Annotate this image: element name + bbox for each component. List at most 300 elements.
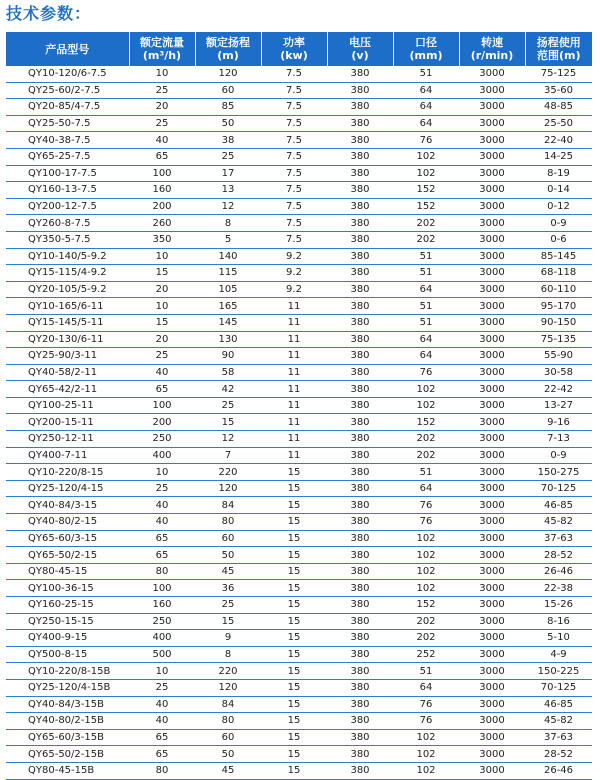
header-voltage-line: 电压 xyxy=(349,36,371,49)
cell-speed: 3000 xyxy=(459,215,525,232)
cell-model: QY25-60/2-7.5 xyxy=(6,82,129,99)
header-head-range-line: 范围(m) xyxy=(536,49,581,62)
cell-head-range: 7-13 xyxy=(525,431,592,448)
cell-head: 105 xyxy=(195,281,261,298)
cell-model: QY40-80/2-15B xyxy=(6,713,129,730)
cell-power: 15 xyxy=(261,480,327,497)
table-row xyxy=(6,314,592,331)
cell-model: QY350-5-7.5 xyxy=(6,231,129,248)
header-head-line: (m) xyxy=(217,49,239,62)
cell-power: 15 xyxy=(261,696,327,713)
cell-head: 220 xyxy=(195,464,261,481)
cell-speed: 3000 xyxy=(459,431,525,448)
cell-head: 84 xyxy=(195,696,261,713)
cell-power: 7.5 xyxy=(261,115,327,132)
cell-power: 15 xyxy=(261,630,327,647)
cell-voltage: 380 xyxy=(327,547,393,564)
cell-diameter: 202 xyxy=(393,613,459,630)
cell-model: QY40-84/3-15B xyxy=(6,696,129,713)
cell-speed: 3000 xyxy=(459,314,525,331)
cell-diameter: 102 xyxy=(393,580,459,597)
cell-model: QY15-115/4-9.2 xyxy=(6,265,129,282)
cell-head-range: 22-40 xyxy=(525,132,592,149)
cell-diameter: 202 xyxy=(393,231,459,248)
cell-head-range: 0-6 xyxy=(525,231,592,248)
cell-diameter: 64 xyxy=(393,348,459,365)
cell-diameter: 64 xyxy=(393,82,459,99)
cell-speed: 3000 xyxy=(459,265,525,282)
cell-model: QY200-12-7.5 xyxy=(6,198,129,215)
cell-power: 11 xyxy=(261,364,327,381)
table-row xyxy=(6,497,592,514)
cell-diameter: 102 xyxy=(393,762,459,779)
cell-head: 12 xyxy=(195,431,261,448)
cell-model: QY65-50/2-15B xyxy=(6,746,129,763)
cell-diameter: 64 xyxy=(393,99,459,116)
header-flow-line: 额定流量 xyxy=(140,36,184,49)
cell-flow: 250 xyxy=(129,431,195,448)
cell-head-range: 90-150 xyxy=(525,314,592,331)
cell-speed: 3000 xyxy=(459,713,525,730)
table-row xyxy=(6,646,592,663)
cell-voltage: 380 xyxy=(327,646,393,663)
cell-head-range: 150-275 xyxy=(525,464,592,481)
cell-voltage: 380 xyxy=(327,630,393,647)
cell-head-range: 0-9 xyxy=(525,215,592,232)
cell-head-range: 25-50 xyxy=(525,115,592,132)
table-row xyxy=(6,148,592,165)
cell-speed: 3000 xyxy=(459,248,525,265)
cell-voltage: 380 xyxy=(327,414,393,431)
cell-model: QY40-38-7.5 xyxy=(6,132,129,149)
cell-head: 25 xyxy=(195,597,261,614)
cell-speed: 3000 xyxy=(459,231,525,248)
cell-power: 7.5 xyxy=(261,182,327,199)
cell-speed: 3000 xyxy=(459,397,525,414)
cell-model: QY25-50-7.5 xyxy=(6,115,129,132)
cell-head: 165 xyxy=(195,298,261,315)
cell-flow: 15 xyxy=(129,314,195,331)
cell-head: 60 xyxy=(195,729,261,746)
cell-flow: 100 xyxy=(129,397,195,414)
cell-head: 120 xyxy=(195,66,261,82)
cell-diameter: 152 xyxy=(393,597,459,614)
cell-speed: 3000 xyxy=(459,696,525,713)
cell-speed: 3000 xyxy=(459,729,525,746)
table-row xyxy=(6,115,592,132)
cell-speed: 3000 xyxy=(459,464,525,481)
cell-diameter: 76 xyxy=(393,696,459,713)
cell-model: QY40-58/2-11 xyxy=(6,364,129,381)
cell-model: QY20-105/5-9.2 xyxy=(6,281,129,298)
table-row xyxy=(6,348,592,365)
cell-model: QY100-25-11 xyxy=(6,397,129,414)
cell-voltage: 380 xyxy=(327,331,393,348)
cell-voltage: 380 xyxy=(327,165,393,182)
header-power xyxy=(261,32,327,66)
cell-head: 9 xyxy=(195,630,261,647)
cell-head-range: 13-27 xyxy=(525,397,592,414)
cell-voltage: 380 xyxy=(327,580,393,597)
cell-model: QY80-45-15 xyxy=(6,563,129,580)
cell-head-range: 26-46 xyxy=(525,563,592,580)
table-row xyxy=(6,298,592,315)
cell-power: 11 xyxy=(261,298,327,315)
cell-diameter: 64 xyxy=(393,331,459,348)
cell-flow: 10 xyxy=(129,248,195,265)
table-row xyxy=(6,480,592,497)
header-speed-line: (r/min) xyxy=(470,49,514,62)
cell-voltage: 380 xyxy=(327,364,393,381)
cell-diameter: 102 xyxy=(393,397,459,414)
cell-power: 15 xyxy=(261,464,327,481)
cell-flow: 25 xyxy=(129,679,195,696)
cell-head-range: 37-63 xyxy=(525,530,592,547)
table-row xyxy=(6,397,592,414)
cell-diameter: 51 xyxy=(393,265,459,282)
cell-power: 15 xyxy=(261,746,327,763)
cell-model: QY65-42/2-11 xyxy=(6,381,129,398)
cell-voltage: 380 xyxy=(327,66,393,82)
table-row xyxy=(6,597,592,614)
cell-diameter: 202 xyxy=(393,215,459,232)
cell-flow: 10 xyxy=(129,464,195,481)
cell-model: QY160-13-7.5 xyxy=(6,182,129,199)
cell-model: QY25-120/4-15B xyxy=(6,679,129,696)
cell-flow: 160 xyxy=(129,597,195,614)
cell-head-range: 8-16 xyxy=(525,613,592,630)
header-head xyxy=(195,32,261,66)
cell-speed: 3000 xyxy=(459,364,525,381)
cell-head-range: 9-16 xyxy=(525,414,592,431)
cell-head-range: 85-145 xyxy=(525,248,592,265)
cell-model: QY65-60/3-15 xyxy=(6,530,129,547)
table-row xyxy=(6,198,592,215)
cell-model: QY25-90/3-11 xyxy=(6,348,129,365)
cell-head-range: 68-118 xyxy=(525,265,592,282)
cell-flow: 65 xyxy=(129,381,195,398)
table-row xyxy=(6,414,592,431)
cell-voltage: 380 xyxy=(327,514,393,531)
cell-flow: 40 xyxy=(129,132,195,149)
cell-flow: 40 xyxy=(129,514,195,531)
table-row xyxy=(6,464,592,481)
cell-speed: 3000 xyxy=(459,331,525,348)
cell-speed: 3000 xyxy=(459,182,525,199)
cell-voltage: 380 xyxy=(327,464,393,481)
cell-head: 50 xyxy=(195,547,261,564)
table-row xyxy=(6,99,592,116)
cell-diameter: 102 xyxy=(393,530,459,547)
header-diameter-line: (mm) xyxy=(409,49,443,62)
cell-model: QY20-85/4-7.5 xyxy=(6,99,129,116)
table-row xyxy=(6,514,592,531)
cell-flow: 15 xyxy=(129,265,195,282)
cell-model: QY260-8-7.5 xyxy=(6,215,129,232)
cell-head-range: 46-85 xyxy=(525,497,592,514)
cell-head: 84 xyxy=(195,497,261,514)
cell-voltage: 380 xyxy=(327,679,393,696)
header-power-line: (kw) xyxy=(280,49,308,62)
cell-head: 58 xyxy=(195,364,261,381)
cell-flow: 25 xyxy=(129,348,195,365)
cell-speed: 3000 xyxy=(459,663,525,680)
header-head-line: 额定扬程 xyxy=(206,36,250,49)
cell-head-range: 48-85 xyxy=(525,99,592,116)
cell-diameter: 202 xyxy=(393,447,459,464)
cell-power: 15 xyxy=(261,580,327,597)
cell-head-range: 75-135 xyxy=(525,331,592,348)
cell-diameter: 51 xyxy=(393,66,459,82)
cell-diameter: 76 xyxy=(393,132,459,149)
spec-table xyxy=(6,32,592,780)
cell-power: 9.2 xyxy=(261,248,327,265)
cell-power: 11 xyxy=(261,447,327,464)
table-row xyxy=(6,729,592,746)
cell-power: 7.5 xyxy=(261,132,327,149)
cell-voltage: 380 xyxy=(327,447,393,464)
cell-voltage: 380 xyxy=(327,480,393,497)
cell-speed: 3000 xyxy=(459,148,525,165)
cell-head-range: 15-26 xyxy=(525,597,592,614)
cell-speed: 3000 xyxy=(459,281,525,298)
cell-voltage: 380 xyxy=(327,663,393,680)
cell-diameter: 64 xyxy=(393,480,459,497)
cell-head-range: 26-46 xyxy=(525,762,592,779)
cell-speed: 3000 xyxy=(459,480,525,497)
cell-voltage: 380 xyxy=(327,563,393,580)
cell-head: 17 xyxy=(195,165,261,182)
cell-power: 15 xyxy=(261,663,327,680)
cell-flow: 20 xyxy=(129,99,195,116)
cell-power: 7.5 xyxy=(261,165,327,182)
cell-voltage: 380 xyxy=(327,597,393,614)
cell-head: 13 xyxy=(195,182,261,199)
cell-model: QY65-25-7.5 xyxy=(6,148,129,165)
cell-head-range: 28-52 xyxy=(525,547,592,564)
cell-head-range: 75-125 xyxy=(525,66,592,82)
table-row xyxy=(6,66,592,82)
cell-model: QY10-165/6-11 xyxy=(6,298,129,315)
cell-speed: 3000 xyxy=(459,381,525,398)
header-flow-line: (m³/h) xyxy=(142,49,182,62)
cell-head: 145 xyxy=(195,314,261,331)
header-diameter xyxy=(393,32,459,66)
cell-head-range: 0-12 xyxy=(525,198,592,215)
cell-voltage: 380 xyxy=(327,182,393,199)
cell-speed: 3000 xyxy=(459,679,525,696)
cell-head-range: 45-82 xyxy=(525,514,592,531)
cell-model: QY500-8-15 xyxy=(6,646,129,663)
cell-head: 85 xyxy=(195,99,261,116)
cell-head: 12 xyxy=(195,198,261,215)
table-row xyxy=(6,215,592,232)
table-row xyxy=(6,165,592,182)
cell-flow: 10 xyxy=(129,298,195,315)
cell-speed: 3000 xyxy=(459,580,525,597)
table-row xyxy=(6,281,592,298)
cell-head: 120 xyxy=(195,679,261,696)
cell-speed: 3000 xyxy=(459,613,525,630)
cell-flow: 200 xyxy=(129,198,195,215)
cell-voltage: 380 xyxy=(327,231,393,248)
cell-flow: 10 xyxy=(129,663,195,680)
cell-power: 15 xyxy=(261,563,327,580)
cell-power: 7.5 xyxy=(261,99,327,116)
cell-diameter: 64 xyxy=(393,281,459,298)
cell-power: 11 xyxy=(261,381,327,398)
cell-model: QY10-140/5-9.2 xyxy=(6,248,129,265)
header-power-line: 功率 xyxy=(283,36,305,49)
cell-flow: 40 xyxy=(129,497,195,514)
cell-diameter: 51 xyxy=(393,464,459,481)
cell-flow: 40 xyxy=(129,696,195,713)
cell-speed: 3000 xyxy=(459,132,525,149)
cell-head-range: 22-38 xyxy=(525,580,592,597)
cell-model: QY65-60/3-15B xyxy=(6,729,129,746)
cell-model: QY10-120/6-7.5 xyxy=(6,66,129,82)
cell-speed: 3000 xyxy=(459,497,525,514)
cell-power: 15 xyxy=(261,713,327,730)
cell-flow: 40 xyxy=(129,713,195,730)
cell-power: 7.5 xyxy=(261,66,327,82)
table-row xyxy=(6,679,592,696)
cell-model: QY10-220/8-15 xyxy=(6,464,129,481)
cell-voltage: 380 xyxy=(327,397,393,414)
cell-model: QY65-50/2-15 xyxy=(6,547,129,564)
cell-head: 50 xyxy=(195,115,261,132)
cell-diameter: 51 xyxy=(393,314,459,331)
cell-power: 15 xyxy=(261,597,327,614)
cell-model: QY10-220/8-15B xyxy=(6,663,129,680)
table-row xyxy=(6,381,592,398)
table-row xyxy=(6,331,592,348)
cell-flow: 65 xyxy=(129,530,195,547)
cell-flow: 200 xyxy=(129,414,195,431)
cell-model: QY100-36-15 xyxy=(6,580,129,597)
cell-diameter: 152 xyxy=(393,182,459,199)
cell-head: 8 xyxy=(195,215,261,232)
cell-flow: 20 xyxy=(129,281,195,298)
cell-power: 11 xyxy=(261,431,327,448)
cell-head: 15 xyxy=(195,414,261,431)
cell-model: QY25-120/4-15 xyxy=(6,480,129,497)
cell-power: 15 xyxy=(261,729,327,746)
cell-power: 15 xyxy=(261,679,327,696)
cell-power: 15 xyxy=(261,547,327,564)
cell-head: 45 xyxy=(195,563,261,580)
cell-head-range: 37-63 xyxy=(525,729,592,746)
cell-diameter: 102 xyxy=(393,165,459,182)
cell-speed: 3000 xyxy=(459,414,525,431)
page-title: 技术参数： xyxy=(6,4,92,23)
cell-voltage: 380 xyxy=(327,762,393,779)
cell-power: 7.5 xyxy=(261,198,327,215)
cell-flow: 20 xyxy=(129,331,195,348)
header-model-line: 产品型号 xyxy=(45,42,90,56)
table-row xyxy=(6,248,592,265)
header-row xyxy=(6,32,592,66)
cell-flow: 260 xyxy=(129,215,195,232)
cell-diameter: 202 xyxy=(393,630,459,647)
cell-voltage: 380 xyxy=(327,132,393,149)
cell-diameter: 64 xyxy=(393,679,459,696)
cell-head: 36 xyxy=(195,580,261,597)
table-row xyxy=(6,182,592,199)
cell-speed: 3000 xyxy=(459,198,525,215)
cell-voltage: 380 xyxy=(327,381,393,398)
cell-head-range: 55-90 xyxy=(525,348,592,365)
cell-model: QY80-45-15B xyxy=(6,762,129,779)
cell-diameter: 51 xyxy=(393,298,459,315)
cell-flow: 40 xyxy=(129,364,195,381)
cell-flow: 25 xyxy=(129,82,195,99)
cell-power: 7.5 xyxy=(261,148,327,165)
cell-flow: 80 xyxy=(129,563,195,580)
table-row xyxy=(6,580,592,597)
header-head-range-line: 扬程使用 xyxy=(536,36,581,49)
cell-head-range: 60-110 xyxy=(525,281,592,298)
cell-head: 80 xyxy=(195,514,261,531)
cell-power: 9.2 xyxy=(261,281,327,298)
cell-voltage: 380 xyxy=(327,281,393,298)
cell-power: 7.5 xyxy=(261,215,327,232)
cell-flow: 160 xyxy=(129,182,195,199)
cell-power: 15 xyxy=(261,497,327,514)
cell-diameter: 102 xyxy=(393,547,459,564)
cell-head-range: 70-125 xyxy=(525,480,592,497)
cell-diameter: 51 xyxy=(393,663,459,680)
cell-diameter: 76 xyxy=(393,497,459,514)
cell-voltage: 380 xyxy=(327,82,393,99)
cell-head-range: 95-170 xyxy=(525,298,592,315)
cell-flow: 250 xyxy=(129,613,195,630)
cell-flow: 65 xyxy=(129,729,195,746)
cell-power: 7.5 xyxy=(261,231,327,248)
table-row xyxy=(6,231,592,248)
cell-model: QY400-7-11 xyxy=(6,447,129,464)
cell-power: 15 xyxy=(261,530,327,547)
cell-flow: 65 xyxy=(129,746,195,763)
cell-speed: 3000 xyxy=(459,348,525,365)
header-flow xyxy=(129,32,195,66)
header-speed xyxy=(459,32,525,66)
cell-voltage: 380 xyxy=(327,613,393,630)
cell-speed: 3000 xyxy=(459,514,525,531)
cell-speed: 3000 xyxy=(459,99,525,116)
cell-head-range: 28-52 xyxy=(525,746,592,763)
header-voltage xyxy=(327,32,393,66)
cell-head: 42 xyxy=(195,381,261,398)
header-voltage-line: (v) xyxy=(351,49,369,62)
cell-power: 11 xyxy=(261,397,327,414)
cell-head-range: 5-10 xyxy=(525,630,592,647)
spec-table-body xyxy=(6,66,592,779)
cell-head: 25 xyxy=(195,397,261,414)
cell-flow: 10 xyxy=(129,66,195,82)
table-row xyxy=(6,547,592,564)
cell-head: 115 xyxy=(195,265,261,282)
cell-flow: 500 xyxy=(129,646,195,663)
cell-power: 15 xyxy=(261,514,327,531)
cell-head: 90 xyxy=(195,348,261,365)
cell-head: 80 xyxy=(195,713,261,730)
cell-voltage: 380 xyxy=(327,265,393,282)
cell-speed: 3000 xyxy=(459,630,525,647)
cell-flow: 400 xyxy=(129,447,195,464)
cell-voltage: 380 xyxy=(327,530,393,547)
table-row xyxy=(6,364,592,381)
